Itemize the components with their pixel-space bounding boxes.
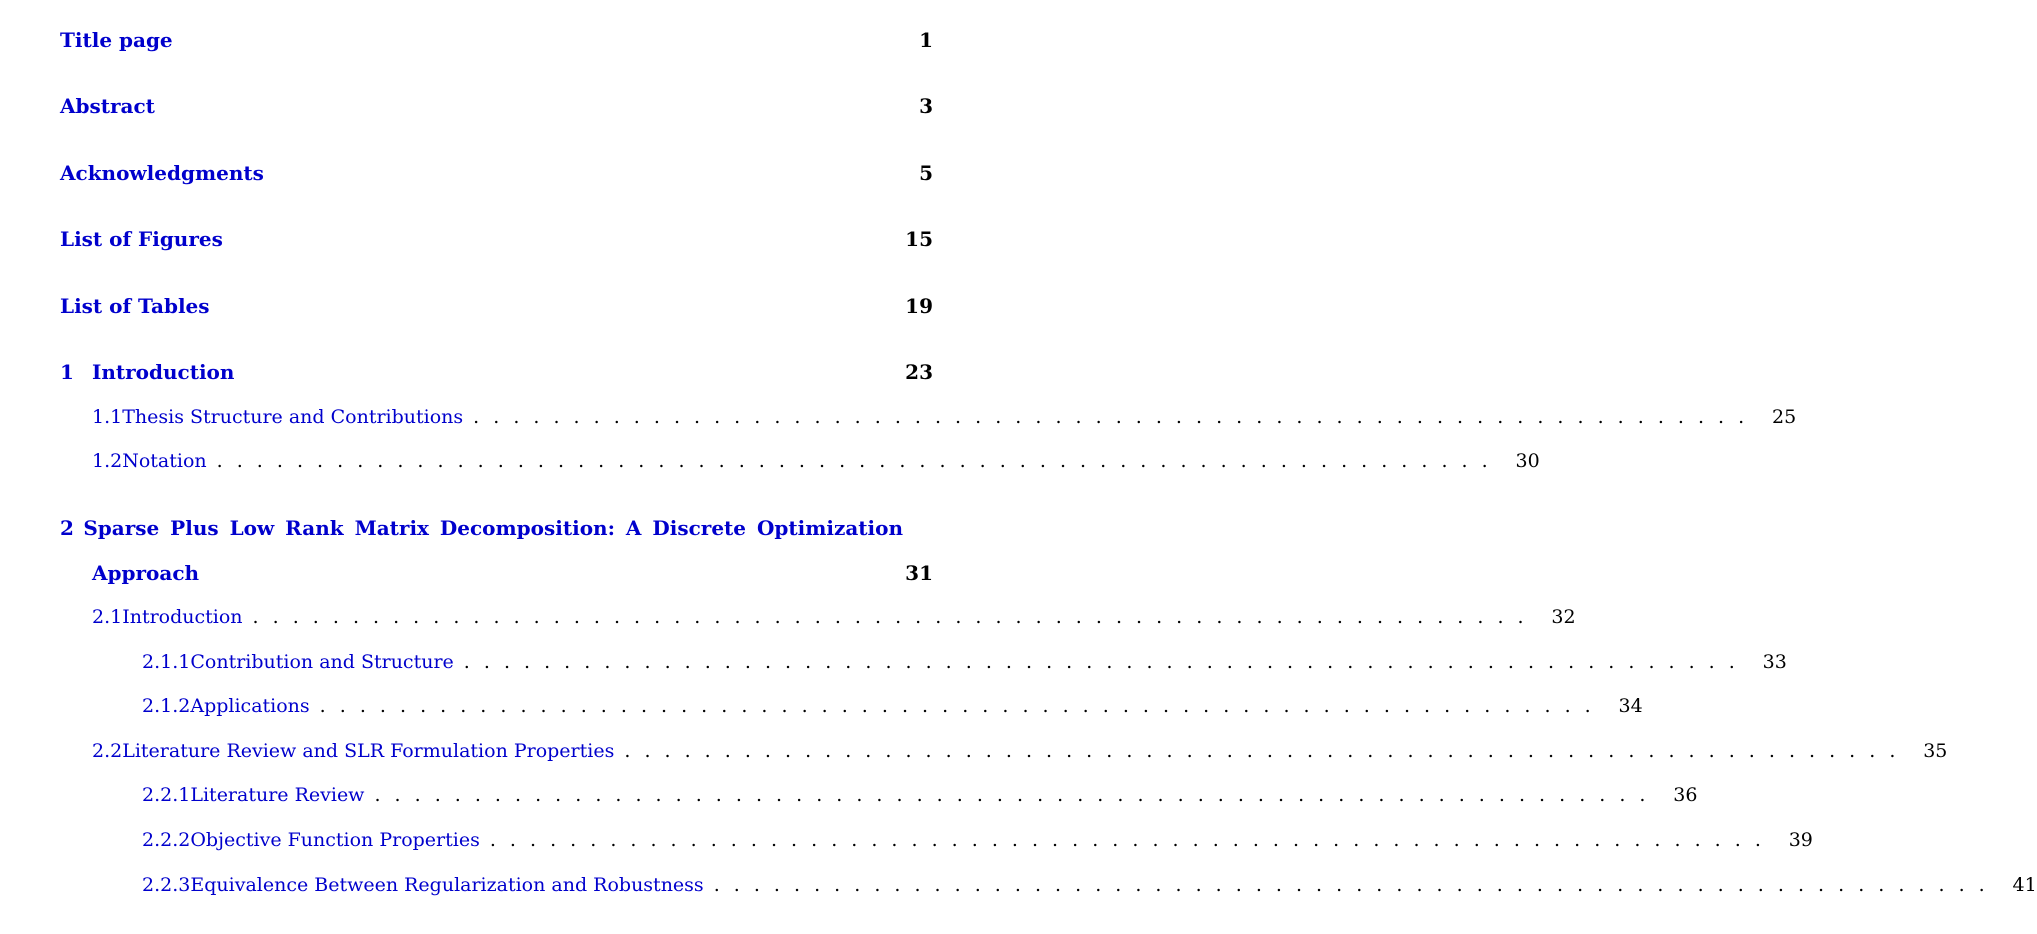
toc-page-number: 34 [1618, 695, 1643, 717]
subsection-title[interactable]: Applications [190, 695, 310, 717]
toc-page-number: 3 [919, 94, 933, 118]
toc-page-number: 32 [1551, 606, 1576, 628]
toc-chapter-2-line1[interactable] [60, 516, 903, 546]
toc-page-number: 25 [1772, 406, 1797, 428]
toc-entry-acknowledgments[interactable] [60, 161, 933, 191]
toc-title[interactable]: Abstract [60, 94, 155, 118]
toc-page-number: 31 [905, 561, 933, 585]
chapter-number[interactable]: 2 [60, 516, 74, 540]
section-title[interactable]: Literature Review and SLR Formulation Properties [122, 740, 615, 762]
dot-leader: . . . . . . . . . . . . . . . . . . . . . . . . . . . . . . . . . . . . . . . . . . . . . . . . . . . . . . . . . . . . . . . . [319, 695, 1595, 717]
chapter-title-line1[interactable]: Sparse Plus Low Rank Matrix Decomposition: A Discrete Optimization [83, 516, 903, 540]
toc-page-number: 23 [905, 360, 933, 384]
toc-subsection-2-1-2[interactable] [60, 695, 1643, 725]
subsection-title[interactable]: Contribution and Structure [190, 651, 454, 673]
section-number[interactable]: 2.1 [92, 606, 123, 628]
dot-leader: . . . . . . . . . . . . . . . . . . . . . . . . . . . . . . . . . . . . . . . . . . . . . . . . . . . . . . . . . . . . . . . . [473, 406, 1749, 428]
toc-page-number: 5 [919, 161, 933, 185]
toc-title[interactable]: Acknowledgments [60, 161, 264, 185]
toc-chapter-2-line2[interactable] [60, 561, 933, 591]
toc-section-2-2[interactable] [60, 740, 1948, 770]
chapter-number[interactable]: 1 [60, 360, 74, 384]
section-title[interactable]: Introduction [122, 606, 243, 628]
section-number[interactable]: 2.2 [92, 740, 123, 762]
dot-leader: . . . . . . . . . . . . . . . . . . . . . . . . . . . . . . . . . . . . . . . . . . . . . . . . . . . . . . . . . . . . . . . . [489, 829, 1765, 851]
dot-leader: . . . . . . . . . . . . . . . . . . . . . . . . . . . . . . . . . . . . . . . . . . . . . . . . . . . . . . . . . . . . . . . . [713, 874, 1989, 896]
toc-subsection-2-2-3[interactable] [60, 874, 2037, 904]
dot-leader: . . . . . . . . . . . . . . . . . . . . . . . . . . . . . . . . . . . . . . . . . . . . . . . . . . . . . . . . . . . . . . . . [216, 450, 1492, 472]
section-title[interactable]: Notation [122, 450, 207, 472]
subsection-number[interactable]: 2.2.3 [142, 874, 191, 896]
toc-entry-title-page[interactable] [60, 28, 933, 58]
toc-subsection-2-2-1[interactable] [60, 784, 1698, 814]
section-number[interactable]: 1.1 [92, 406, 123, 428]
toc-subsection-2-2-2[interactable] [60, 829, 1813, 859]
dot-leader: . . . . . . . . . . . . . . . . . . . . . . . . . . . . . . . . . . . . . . . . . . . . . . . . . . . . . . . . . . . . . . . . [463, 651, 1739, 673]
section-number[interactable]: 1.2 [92, 450, 123, 472]
subsection-number[interactable]: 2.2.1 [142, 784, 191, 806]
toc-page-number: 19 [905, 294, 933, 318]
toc-title[interactable]: List of Figures [60, 227, 223, 251]
toc-chapter-1[interactable] [60, 360, 933, 390]
toc-page-number: 30 [1515, 450, 1540, 472]
toc-page-number: 36 [1673, 784, 1698, 806]
toc-section-2-1[interactable] [60, 606, 1576, 636]
subsection-number[interactable]: 2.1.1 [142, 651, 191, 673]
toc-entry-list-of-tables[interactable] [60, 294, 933, 324]
toc-page-number: 35 [1923, 740, 1948, 762]
subsection-title[interactable]: Equivalence Between Regularization and Robustness [190, 874, 704, 896]
toc-page-number: 41 [2012, 874, 2037, 896]
toc-section-1-1[interactable] [60, 406, 1797, 436]
toc-title[interactable]: List of Tables [60, 294, 210, 318]
toc-entry-abstract[interactable] [60, 94, 933, 124]
toc-page-number: 1 [919, 28, 933, 52]
chapter-title[interactable]: Introduction [92, 360, 235, 384]
toc-page-number: 33 [1762, 651, 1787, 673]
toc-page-number: 39 [1788, 829, 1813, 851]
section-title[interactable]: Thesis Structure and Contributions [122, 406, 464, 428]
toc-entry-list-of-figures[interactable] [60, 227, 933, 257]
subsection-title[interactable]: Objective Function Properties [190, 829, 480, 851]
toc-subsection-2-1-1[interactable] [60, 651, 1787, 681]
dot-leader: . . . . . . . . . . . . . . . . . . . . . . . . . . . . . . . . . . . . . . . . . . . . . . . . . . . . . . . . . . . . . . . . [624, 740, 1900, 762]
toc-section-1-2[interactable] [60, 450, 1540, 480]
subsection-title[interactable]: Literature Review [190, 784, 365, 806]
toc-page-number: 15 [905, 227, 933, 251]
toc-title[interactable]: Title page [60, 28, 173, 52]
chapter-title-line2[interactable]: Approach [92, 561, 200, 585]
subsection-number[interactable]: 2.1.2 [142, 695, 191, 717]
dot-leader: . . . . . . . . . . . . . . . . . . . . . . . . . . . . . . . . . . . . . . . . . . . . . . . . . . . . . . . . . . . . . . . . [374, 784, 1650, 806]
subsection-number[interactable]: 2.2.2 [142, 829, 191, 851]
dot-leader: . . . . . . . . . . . . . . . . . . . . . . . . . . . . . . . . . . . . . . . . . . . . . . . . . . . . . . . . . . . . . . . . [252, 606, 1528, 628]
